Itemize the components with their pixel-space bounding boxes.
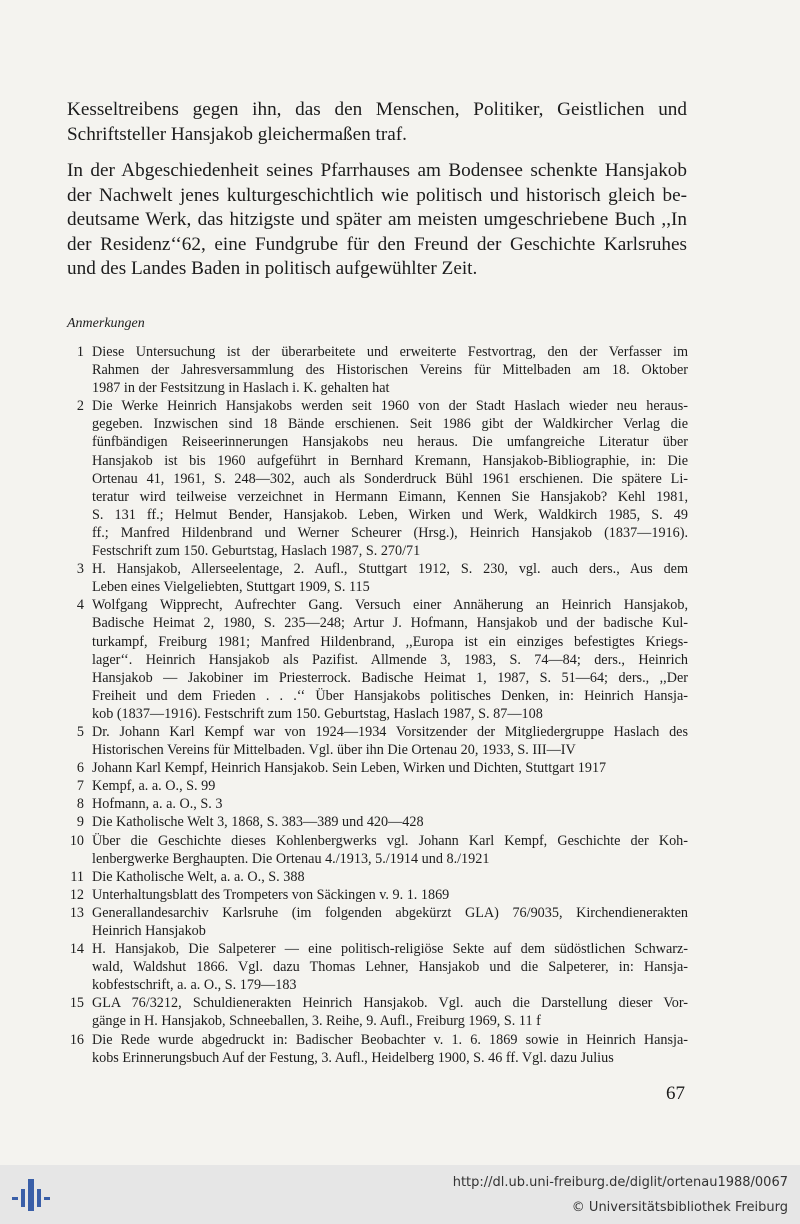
footnote-line: Badische Heimat 2, 1980, S. 235—248; Artur J. Hofmann, Hansjakob und der badische Kul-: [92, 615, 688, 632]
footnote: [60, 343, 688, 397]
footnote-line: Kempf, a. a. O., S. 99: [92, 778, 216, 795]
footnote-number: 10: [69, 832, 84, 849]
footnote-number: 14: [69, 941, 84, 958]
footnote-line: Die Rede wurde abgedruckt in: Badischer Beobachter v. 1. 6. 1869 sowie in Heinrich Hansja-: [92, 1031, 688, 1048]
footnote: [60, 886, 688, 904]
footnote-line: 1987 in der Festsitzung in Haslach i. K. gehalten hat: [92, 380, 390, 397]
body-text: [67, 98, 687, 294]
footnote-line: H. Hansjakob, Allerseelentage, 2. Aufl., Stuttgart 1912, S. 230, vgl. auch ders., Aus dem: [92, 561, 688, 578]
permalink-url[interactable]: http://dl.ub.uni-freiburg.de/diglit/ortenau1988/0067: [452, 1175, 788, 1190]
body-line: deutsame Werk, das hitzigste und später am meisten umgeschriebene Buch ,,In: [67, 209, 687, 230]
footnote-line: kobfestschrift, a. a. O., S. 179—183: [92, 977, 297, 994]
footnote-line: Leben eines Vielgeliebten, Stuttgart 1909, S. 115: [92, 579, 370, 596]
footnote-line: lenbergwerke Berghaupten. Die Ortenau 4./1913, 5./1914 und 8./1921: [92, 850, 490, 867]
footnote-line: gänge in H. Hansjakob, Schneeballen, 3. Reihe, 9. Aufl., Freiburg 1969, S. 11 f: [92, 1013, 541, 1030]
footnote-line: Die Werke Heinrich Hansjakobs werden seit 1960 von der Stadt Haslach wieder neu heraus-: [92, 398, 688, 415]
footnote-text: [92, 1031, 688, 1067]
footnote-line: Festschrift zum 150. Geburtstag, Haslach 1987, S. 270/71: [92, 543, 421, 560]
footnote-line: Ortenau 41, 1961, S. 248—302, auch als Sonderdruck Bühl 1961 erschienen. Die spätere Li-: [92, 470, 688, 487]
footnote-text: [92, 868, 688, 886]
footnote-text: [92, 759, 688, 777]
footnote-line: Freiheit und dem Frieden . . .‘‘ Über Hansjakobs politisches Denken, in: Heinrich Hansja-: [92, 687, 688, 704]
footnote-line: Die Katholische Welt 3, 1868, S. 383—389 und 420—428: [92, 814, 424, 831]
footnote: [60, 1031, 688, 1067]
footnote-text: [92, 940, 688, 994]
footnote-number: 11: [70, 868, 84, 885]
footnote-line: Über die Geschichte dieses Kohlenbergwerks vgl. Johann Karl Kempf, Geschichte der Koh-: [92, 832, 688, 849]
footnote: [60, 723, 688, 759]
footnote-line: Rahmen der Jahresversammlung des Historischen Vereins für Mittelbaden am 18. Oktober: [92, 362, 688, 379]
footnote-number: 7: [76, 778, 84, 795]
footnote-line: GLA 76/3212, Schuldienerakten Heinrich Hansjakob. Vgl. auch die Darstellung dieser Vor-: [92, 995, 688, 1012]
footnote-line: Die Katholische Welt, a. a. O., S. 388: [92, 868, 305, 885]
body-line: und des Landes Baden in politisch aufgewühlter Zeit.: [67, 258, 478, 279]
footnote-number: 6: [76, 760, 84, 777]
page-number: 67: [666, 1083, 685, 1104]
footnote-text: [92, 777, 688, 795]
footnote-line: Unterhaltungsblatt des Trompeters von Säckingen v. 9. 1. 1869: [92, 886, 450, 903]
footnote: [60, 795, 688, 813]
footnote: [60, 940, 688, 994]
footnote-line: ff.; Manfred Hildenbrand und Werner Scheurer (Hrsg.), Heinrich Hansjakob (1837—1916).: [92, 524, 688, 541]
footnote-line: lager‘‘. Heinrich Hansjakob als Pazifist. Allmende 3, 1983, S. 74—84; ders., Heinrich: [92, 651, 688, 668]
footnote: [60, 759, 688, 777]
footnote-line: Heinrich Hansjakob: [92, 923, 206, 939]
footnote-text: [92, 904, 688, 940]
footnote-number: 3: [76, 561, 84, 578]
footnote-text: [92, 994, 688, 1030]
footnote-text: [92, 343, 688, 397]
footnote-number: 8: [76, 796, 84, 813]
body-line: Kesseltreibens gegen ihn, das den Menschen, Politiker, Geistlichen und: [67, 99, 687, 120]
notes-heading: Anmerkungen: [67, 316, 145, 331]
footnote: [60, 994, 688, 1030]
footnote-line: Diese Untersuchung ist der überarbeitete und erweiterte Festvortrag, den der Verfasser im: [92, 344, 688, 360]
footnote: [60, 904, 688, 940]
footnote-line: gegeben. Inzwischen sind 18 Bände erschienen. Seit 1986 gibt der Waldkircher Verlag die: [92, 416, 688, 433]
footnote-line: Johann Karl Kempf, Heinrich Hansjakob. Sein Leben, Wirken und Dichten, Stuttgart 1917: [92, 760, 607, 777]
copyright-text: © Universitätsbibliothek Freiburg: [571, 1200, 788, 1215]
footnote-number: 4: [76, 597, 84, 614]
footnote-number: 13: [69, 904, 84, 921]
footnote-text: [92, 596, 688, 723]
footnote-number: 16: [69, 1031, 84, 1048]
viewer-footer: [0, 1165, 800, 1224]
body-line: In der Abgeschiedenheit seines Pfarrhauses am Bodensee schenkte Hansjakob: [67, 160, 687, 181]
footnote-line: Dr. Johann Karl Kempf war von 1924—1934 Vorsitzender der Mitgliedergruppe Haslach des: [92, 723, 688, 740]
footnote-text: [92, 813, 688, 831]
footnote-text: [92, 795, 688, 813]
footnote-line: wald, Waldshut 1866. Vgl. dazu Thomas Lehner, Hansjakob und die Salpeterer, in: Hansja-: [92, 959, 688, 976]
footnote-number: 5: [76, 723, 84, 740]
body-paragraph-2: [67, 159, 687, 282]
body-paragraph-1: [67, 98, 687, 147]
footnote-line: Hofmann, a. a. O., S. 3: [92, 796, 223, 813]
footnote-line: Generallandesarchiv Karlsruhe (im folgenden abgekürzt GLA) 76/9035, Kirchendienerakten: [92, 904, 688, 921]
footnote-line: Hansjakob ist bis 1960 aufgeführt in Bernhard Kremann, Hansjakob-Bibliographie, in: Die: [92, 452, 688, 469]
footnote: [60, 777, 688, 795]
footnotes-list: [60, 343, 688, 1067]
footnote: [60, 596, 688, 723]
footnote-number: 9: [76, 814, 84, 831]
footnote-number: 15: [69, 995, 84, 1012]
footnote-line: Wolfgang Wipprecht, Aufrechter Gang. Versuch einer Annäherung an Heinrich Hansjakob,: [92, 597, 688, 614]
footnote-line: turkampf, Freiburg 1981; Manfred Hildenbrand, ,,Europa ist ein einziges befestigtes Kriegs-: [92, 633, 688, 650]
footnote-text: [92, 560, 688, 596]
footnote-line: Hansjakob — Jakobiner im Priesterrock. Badische Heimat 1, 1987, S. 51—64; ders., ,,Der: [92, 669, 688, 686]
footnote-text: [92, 397, 688, 560]
footnote-line: kob (1837—1916). Festschrift zum 150. Geburtstag, Haslach 1987, S. 87—108: [92, 705, 543, 722]
footnote-number: 2: [76, 398, 84, 415]
footnote: [60, 868, 688, 886]
footnote-line: H. Hansjakob, Die Salpeterer — eine politisch-religiöse Sekte auf dem südöstlichen Schwarz-: [92, 941, 688, 958]
library-logo-icon: [12, 1175, 52, 1215]
footnote: [60, 813, 688, 831]
footnote-line: teratur wird teilweise verzeichnet in Hermann Eimann, Kennen Sie Hansjakob? Kehl 1981,: [92, 488, 688, 505]
body-line: Schriftsteller Hansjakob gleichermaßen traf.: [67, 123, 407, 145]
footnote-text: [92, 723, 688, 759]
body-line: der Nachwelt jenes kulturgeschichtlich wie politisch und historisch gleich be-: [67, 184, 687, 206]
footnote: [60, 832, 688, 868]
body-line: der Residenz‘‘62, eine Fundgrube für den Freund der Geschichte Karlsruhes: [67, 233, 687, 255]
footnote-number: 1: [76, 344, 84, 360]
footnote-line: S. 131 ff.; Helmut Bender, Hansjakob. Leben, Wirken und Werk, Waldkirch 1985, S. 49: [92, 506, 688, 523]
footnote-line: Historischen Vereins für Mittelbaden. Vgl. über ihn Die Ortenau 20, 1933, S. III—IV: [92, 742, 576, 759]
footnote-text: [92, 832, 688, 868]
footnote-line: kobs Erinnerungsbuch Auf der Festung, 3. Aufl., Heidelberg 1900, S. 46 ff. Vgl. dazu Julius: [92, 1049, 614, 1066]
footnote-text: [92, 886, 688, 904]
footnote-line: fünfbändigen Reiseerinnerungen Hansjakobs neu heraus. Die umfangreiche Literatur über: [92, 434, 688, 451]
footnote: [60, 560, 688, 596]
footnote: [60, 397, 688, 560]
footnote-number: 12: [69, 886, 84, 903]
